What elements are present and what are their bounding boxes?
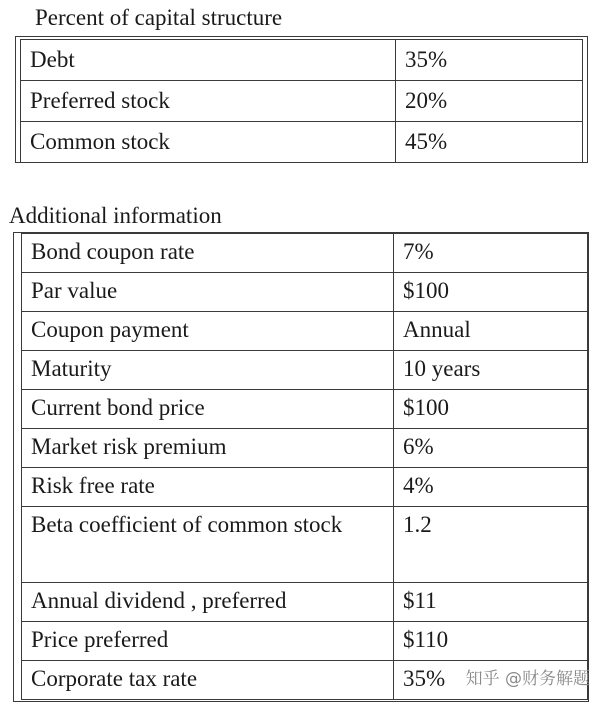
row-label: Annual dividend , preferred [22, 583, 394, 622]
table-row [22, 351, 588, 390]
row-label: Maturity [22, 351, 394, 390]
row-label: Preferred stock [21, 81, 396, 122]
row-label: Corporate tax rate [22, 661, 394, 700]
row-value: 10 years [394, 351, 588, 390]
table-row [22, 507, 588, 583]
capital-structure-table-frame [15, 36, 588, 163]
capital-structure-caption: Percent of capital structure [35, 5, 283, 30]
row-label: Risk free rate [22, 468, 394, 507]
row-label: Market risk premium [22, 429, 394, 468]
table-row [22, 622, 588, 661]
row-value: 35% [396, 40, 583, 81]
table-row [22, 273, 588, 312]
table-row [22, 468, 588, 507]
row-label: Coupon payment [22, 312, 394, 351]
table-row [22, 583, 588, 622]
row-value: 6% [394, 429, 588, 468]
row-value: 4% [394, 468, 588, 507]
row-value: 20% [396, 81, 583, 122]
row-value: 35% [394, 661, 588, 700]
row-label: Common stock [21, 122, 396, 163]
row-label: Bond coupon rate [22, 234, 394, 273]
additional-information-caption: Additional information [9, 203, 222, 228]
table-row [21, 40, 583, 81]
row-label: Price preferred [22, 622, 394, 661]
watermark: 知乎 @财务解题 [465, 669, 590, 689]
row-label: Beta coefficient of common stock [22, 507, 394, 583]
additional-information-table [21, 233, 588, 700]
row-label: Par value [22, 273, 394, 312]
row-value: 1.2 [394, 507, 588, 583]
capital-structure-table [20, 39, 583, 163]
table-row [22, 429, 588, 468]
row-value: $11 [394, 583, 588, 622]
table-row [21, 81, 583, 122]
row-value: 45% [396, 122, 583, 163]
table-row [21, 122, 583, 163]
row-label: Debt [21, 40, 396, 81]
row-value: 7% [394, 234, 588, 273]
row-label: Current bond price [22, 390, 394, 429]
table-row [22, 234, 588, 273]
row-value: $100 [394, 273, 588, 312]
row-value: $100 [394, 390, 588, 429]
table-row [22, 390, 588, 429]
row-value: Annual [394, 312, 588, 351]
table-row [22, 312, 588, 351]
additional-information-table-frame [13, 232, 589, 702]
row-value: $110 [394, 622, 588, 661]
